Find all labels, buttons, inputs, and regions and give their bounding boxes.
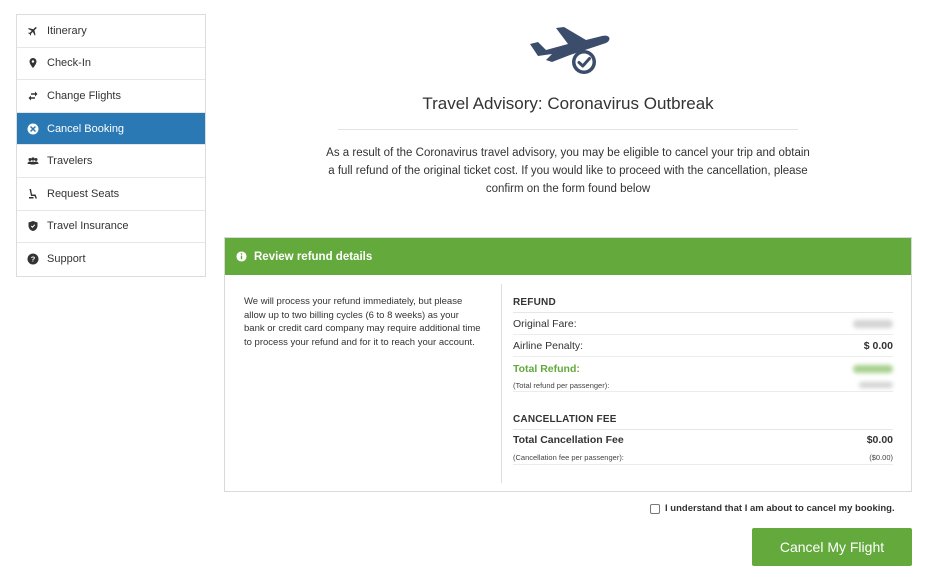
total-cancellation-row <box>513 430 893 450</box>
cancel-flight-button[interactable]: Cancel My Flight <box>752 528 912 566</box>
sidebar-item-label: Travel Insurance <box>47 220 129 233</box>
sidebar-item-label: Cancel Booking <box>47 122 125 135</box>
airline-penalty-row <box>513 335 893 357</box>
panel-header <box>225 238 911 275</box>
sidebar-item-label: Check-In <box>47 57 92 70</box>
cancellation-per-passenger-value: ($0.00) <box>869 452 893 462</box>
sidebar-item-travelers[interactable] <box>17 145 205 178</box>
title-divider <box>338 129 798 130</box>
info-icon <box>236 251 247 262</box>
sidebar-item-label: Support <box>47 253 86 266</box>
refund-per-passenger-row <box>513 379 893 392</box>
sidebar-item-travel-insurance[interactable] <box>17 211 205 244</box>
confirm-label: I understand that I am about to cancel my booking. <box>665 503 895 514</box>
map-pin-icon <box>27 57 39 69</box>
sidebar-item-change-flights[interactable] <box>17 80 205 113</box>
sidebar-item-label: Itinerary <box>47 24 87 37</box>
total-cancellation-value: $0.00 <box>866 434 893 446</box>
cancellation-per-passenger-row <box>513 450 893 465</box>
sidebar-item-request-seats[interactable] <box>17 178 205 211</box>
refund-summary <box>513 284 893 465</box>
sidebar-item-itinerary[interactable] <box>17 15 205 48</box>
original-fare-row <box>513 313 893 335</box>
total-refund-row <box>513 357 893 379</box>
total-refund-label: Total Refund: <box>513 363 580 375</box>
plane-check-icon <box>526 24 612 78</box>
sidebar-item-label: Change Flights <box>47 89 121 102</box>
cancellation-per-passenger-label: (Cancellation fee per passenger): <box>513 452 624 462</box>
plane-icon <box>27 25 39 37</box>
refund-heading: REFUND <box>513 284 893 313</box>
original-fare-value-redacted <box>853 320 893 328</box>
sidebar <box>16 14 206 277</box>
refund-note: We will process your refund immediately, but please allow up to two billing cycles (6 to 8 weeks) as your bank or credit card company may require additional time to process your refund and for it to reach your account. <box>244 296 481 348</box>
svg-text:?: ? <box>30 254 36 264</box>
refund-details-panel <box>224 237 912 492</box>
sidebar-item-support[interactable] <box>17 243 205 276</box>
sidebar-item-label: Travelers <box>47 155 93 168</box>
sidebar-item-cancel-booking[interactable] <box>17 113 205 146</box>
original-fare-label: Original Fare: <box>513 317 577 330</box>
column-divider <box>501 284 502 483</box>
checkbox[interactable] <box>650 504 660 514</box>
users-icon <box>27 155 39 167</box>
confirm-cancel-checkbox[interactable] <box>650 503 895 514</box>
shield-icon <box>27 220 39 232</box>
refund-per-passenger-value-redacted <box>859 382 893 388</box>
advisory-text: As a result of the Coronavirus travel advisory, you may be eligible to cancel your trip and obtain a full refund of the original ticket cost. If you would like to proceed with the cancellation, please confirm on the form found below <box>326 147 810 195</box>
refund-per-passenger-label: (Total refund per passenger): <box>513 380 610 390</box>
panel-title: Review refund details <box>254 250 373 263</box>
sidebar-item-check-in[interactable] <box>17 48 205 81</box>
airline-penalty-label: Airline Penalty: <box>513 339 584 352</box>
swap-arrows-icon <box>27 90 39 102</box>
sidebar-item-label: Request Seats <box>47 187 120 200</box>
total-cancellation-label: Total Cancellation Fee <box>513 434 624 446</box>
page-title: Travel Advisory: Coronavirus Outbreak <box>422 94 714 113</box>
question-circle-icon <box>27 253 39 265</box>
total-refund-value-redacted <box>853 365 893 373</box>
airline-penalty-value: $ 0.00 <box>863 339 893 352</box>
cancellation-heading: CANCELLATION FEE <box>513 414 893 430</box>
seat-icon <box>27 188 39 200</box>
x-circle-icon <box>27 123 39 135</box>
